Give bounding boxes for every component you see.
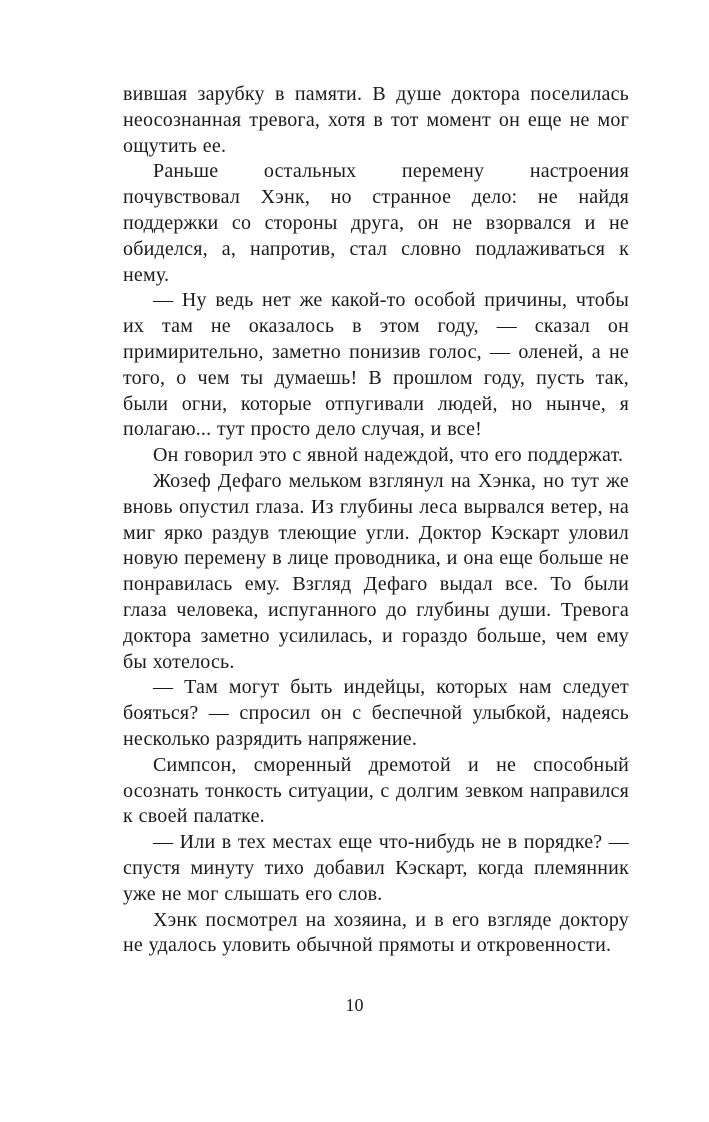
paragraph: вившая зарубку в памяти. В душе доктора поселилась неосознанная тревога, хотя в тот момент он еще не мог ощутить ее. [123,83,629,157]
paragraph: — Там могут быть индейцы, которых нам следует бояться? — спросил он с беспечной улыбкой, надеясь несколько разрядить напряжение. [123,676,629,750]
paragraph: Раньше остальных перемену настроения почувствовал Хэнк, но странное дело: не найдя поддержки со стороны друга, он не взорвался и не обиделся, а, напротив, стал словно подлаживаться к нему. [123,160,629,286]
paragraph: — Или в тех местах еще что-нибудь не в порядке? — спустя минуту тихо добавил Кэскарт, когда племянник уже не мог слышать его слов. [123,831,629,905]
paragraph: Хэнк посмотрел на хозяина, и в его взгляде доктору не удалось уловить обычной прямоты и откровенности. [123,908,629,957]
paragraph: Симпсон, сморенный дремотой и не способный осознать тонкость ситуации, с долгим зевком направился к своей палатке. [123,753,629,828]
paragraph: Он говорил это с явной надеждой, что его поддержат. [153,444,624,467]
text-block [123,82,629,959]
paragraph: Жозеф Дефаго мельком взглянул на Хэнка, но тут же вновь опустил глаза. Из глубины леса вырвался ветер, на миг ярко раздув тлеющие угли. Доктор Кэскарт уловил новую перемену в лице проводника, и она еще больше не понравилась ему. Взгляд Дефаго выдал все. То были глаза человека, испуганного до глубины души. Тревога доктора заметно усилилась, и гораздо больше, чем ему бы хотелось. [123,469,629,673]
page-number: 10 [345,995,364,1015]
paragraph: — Ну ведь нет же какой-то особой причины, чтобы их там не оказалось в этом году, — сказал он примирительно, заметно понизив голос, — оленей, а не того, о чем ты думаешь! В прошлом году, пусть так, были огни, которые отпугивали людей, но нынче, я полагаю... тут просто дело случая, и все! [123,289,629,441]
